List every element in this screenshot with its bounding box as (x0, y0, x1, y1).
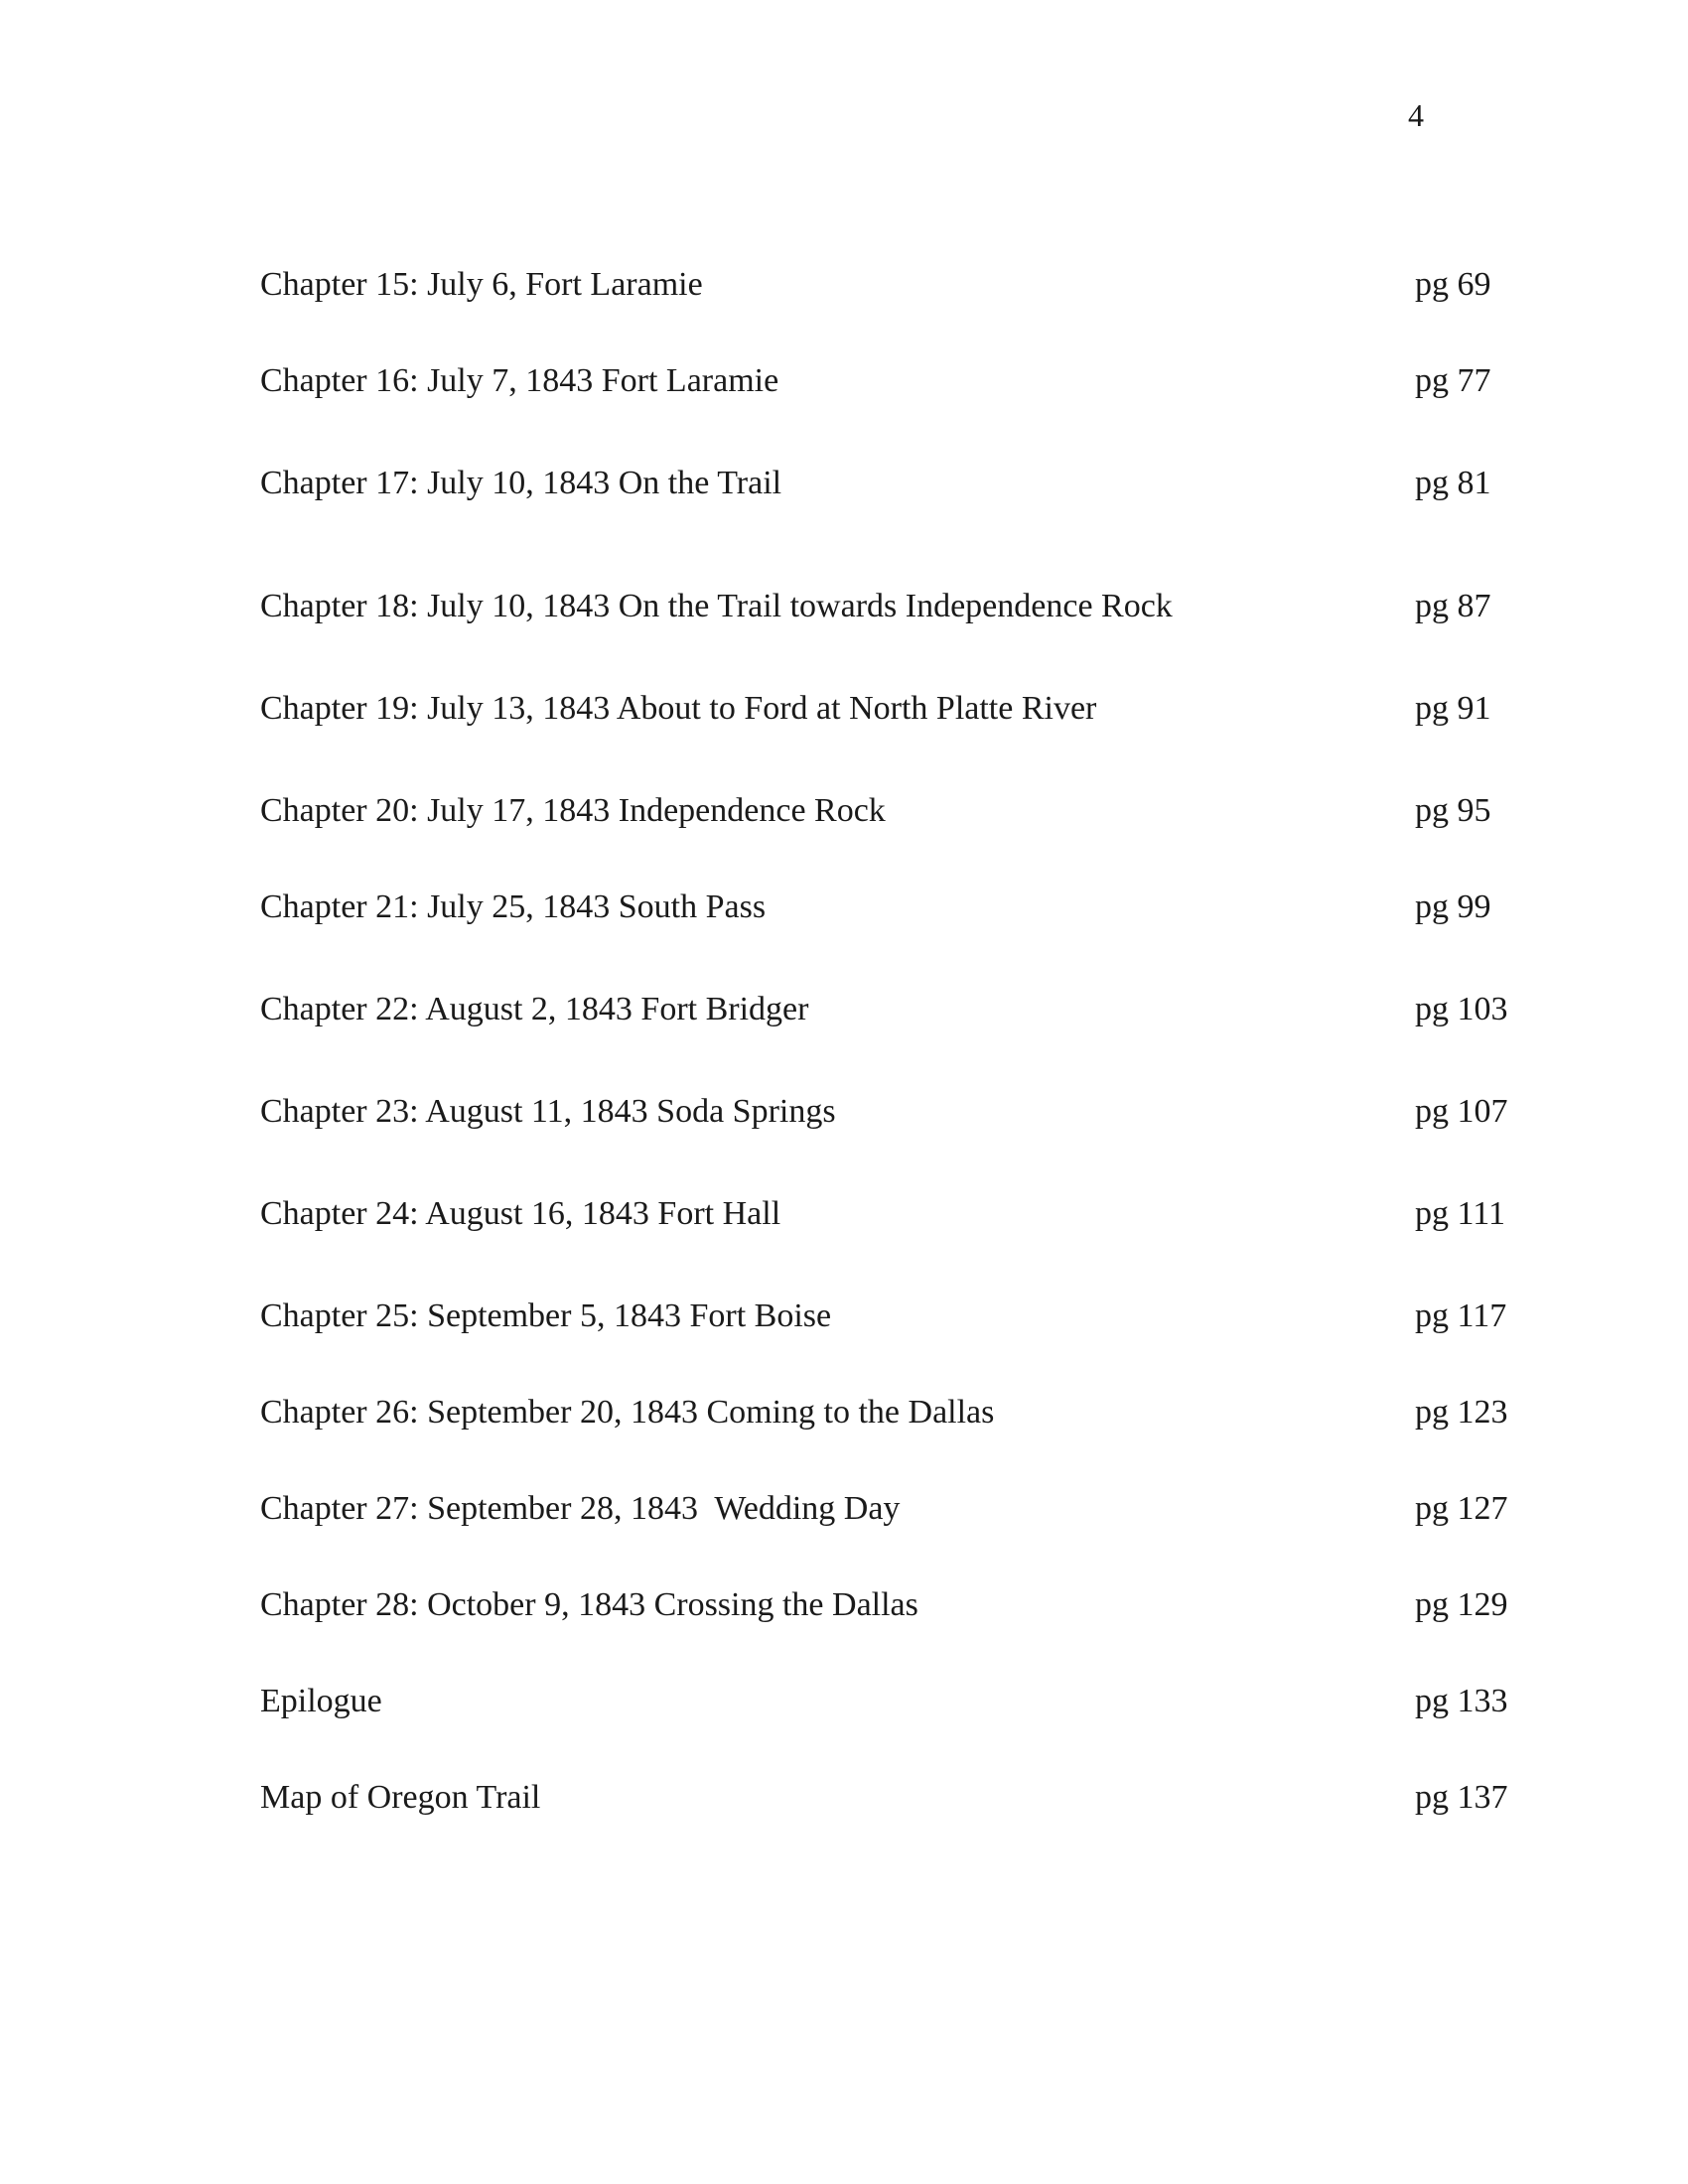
toc-entry (260, 1190, 1531, 1238)
toc-entry (260, 787, 1531, 835)
toc-entry-title: Chapter 16: July 7, 1843 Fort Laramie (260, 362, 779, 399)
toc-entry (260, 1293, 1531, 1340)
toc-entry (260, 1485, 1531, 1533)
toc-entry-title: Chapter 28: October 9, 1843 Crossing the Dallas (260, 1586, 918, 1623)
toc-entry-title: Chapter 26: September 20, 1843 Coming to the Dallas (260, 1394, 995, 1431)
toc-entry-page: pg 107 (1415, 1093, 1508, 1130)
toc-entry (260, 1088, 1531, 1136)
toc-entry-page: pg 123 (1415, 1394, 1508, 1431)
toc-entry-page: pg 103 (1415, 991, 1508, 1027)
toc-entry-title: Chapter 23: August 11, 1843 Soda Springs (260, 1093, 836, 1130)
toc-entry-title: Chapter 22: August 2, 1843 Fort Bridger (260, 991, 809, 1027)
toc-entry-title: Epilogue (260, 1683, 382, 1719)
toc-entry (260, 685, 1531, 733)
toc-entry-page: pg 127 (1415, 1490, 1508, 1527)
toc-entry (260, 884, 1531, 931)
toc-entry (260, 261, 1531, 309)
toc-entry (260, 1678, 1531, 1725)
toc-entry (260, 357, 1531, 405)
toc-entry-title: Chapter 20: July 17, 1843 Independence Rock (260, 792, 886, 829)
toc-entry-title: Chapter 17: July 10, 1843 On the Trail (260, 465, 782, 501)
toc-entry (260, 986, 1531, 1033)
toc-entry-title: Chapter 25: September 5, 1843 Fort Boise (260, 1297, 832, 1334)
toc-entry-title: Chapter 24: August 16, 1843 Fort Hall (260, 1195, 781, 1232)
toc-entry-page: pg 117 (1415, 1297, 1507, 1334)
toc-entry-page: pg 133 (1415, 1683, 1508, 1719)
toc-entry-title: Map of Oregon Trail (260, 1779, 541, 1816)
toc-entry-title: Chapter 15: July 6, Fort Laramie (260, 266, 703, 303)
toc-entry (260, 460, 1531, 507)
toc-entry-page: pg 81 (1415, 465, 1491, 501)
toc-entry (260, 1581, 1531, 1629)
page-number: 4 (1408, 97, 1424, 133)
toc-entry-page: pg 95 (1415, 792, 1491, 829)
toc-entry-title: Chapter 21: July 25, 1843 South Pass (260, 888, 767, 925)
toc-entry (260, 1774, 1531, 1822)
toc-entry (260, 583, 1531, 630)
toc-entry-page: pg 69 (1415, 266, 1491, 303)
toc-entry-page: pg 111 (1415, 1195, 1505, 1232)
toc-entry-page: pg 91 (1415, 690, 1491, 727)
toc-entry-title: Chapter 19: July 13, 1843 About to Ford at North Platte River (260, 690, 1097, 727)
toc-entry-title: Chapter 27: September 28, 1843 Wedding Day (260, 1490, 901, 1527)
toc-entry-page: pg 87 (1415, 588, 1491, 624)
toc-entry-page: pg 129 (1415, 1586, 1508, 1623)
toc-entry-page: pg 77 (1415, 362, 1491, 399)
toc-entry (260, 1389, 1531, 1436)
toc-entry-page: pg 99 (1415, 888, 1491, 925)
toc-entry-title: Chapter 18: July 10, 1843 On the Trail towards Independence Rock (260, 588, 1173, 624)
toc-entry-page: pg 137 (1415, 1779, 1508, 1816)
